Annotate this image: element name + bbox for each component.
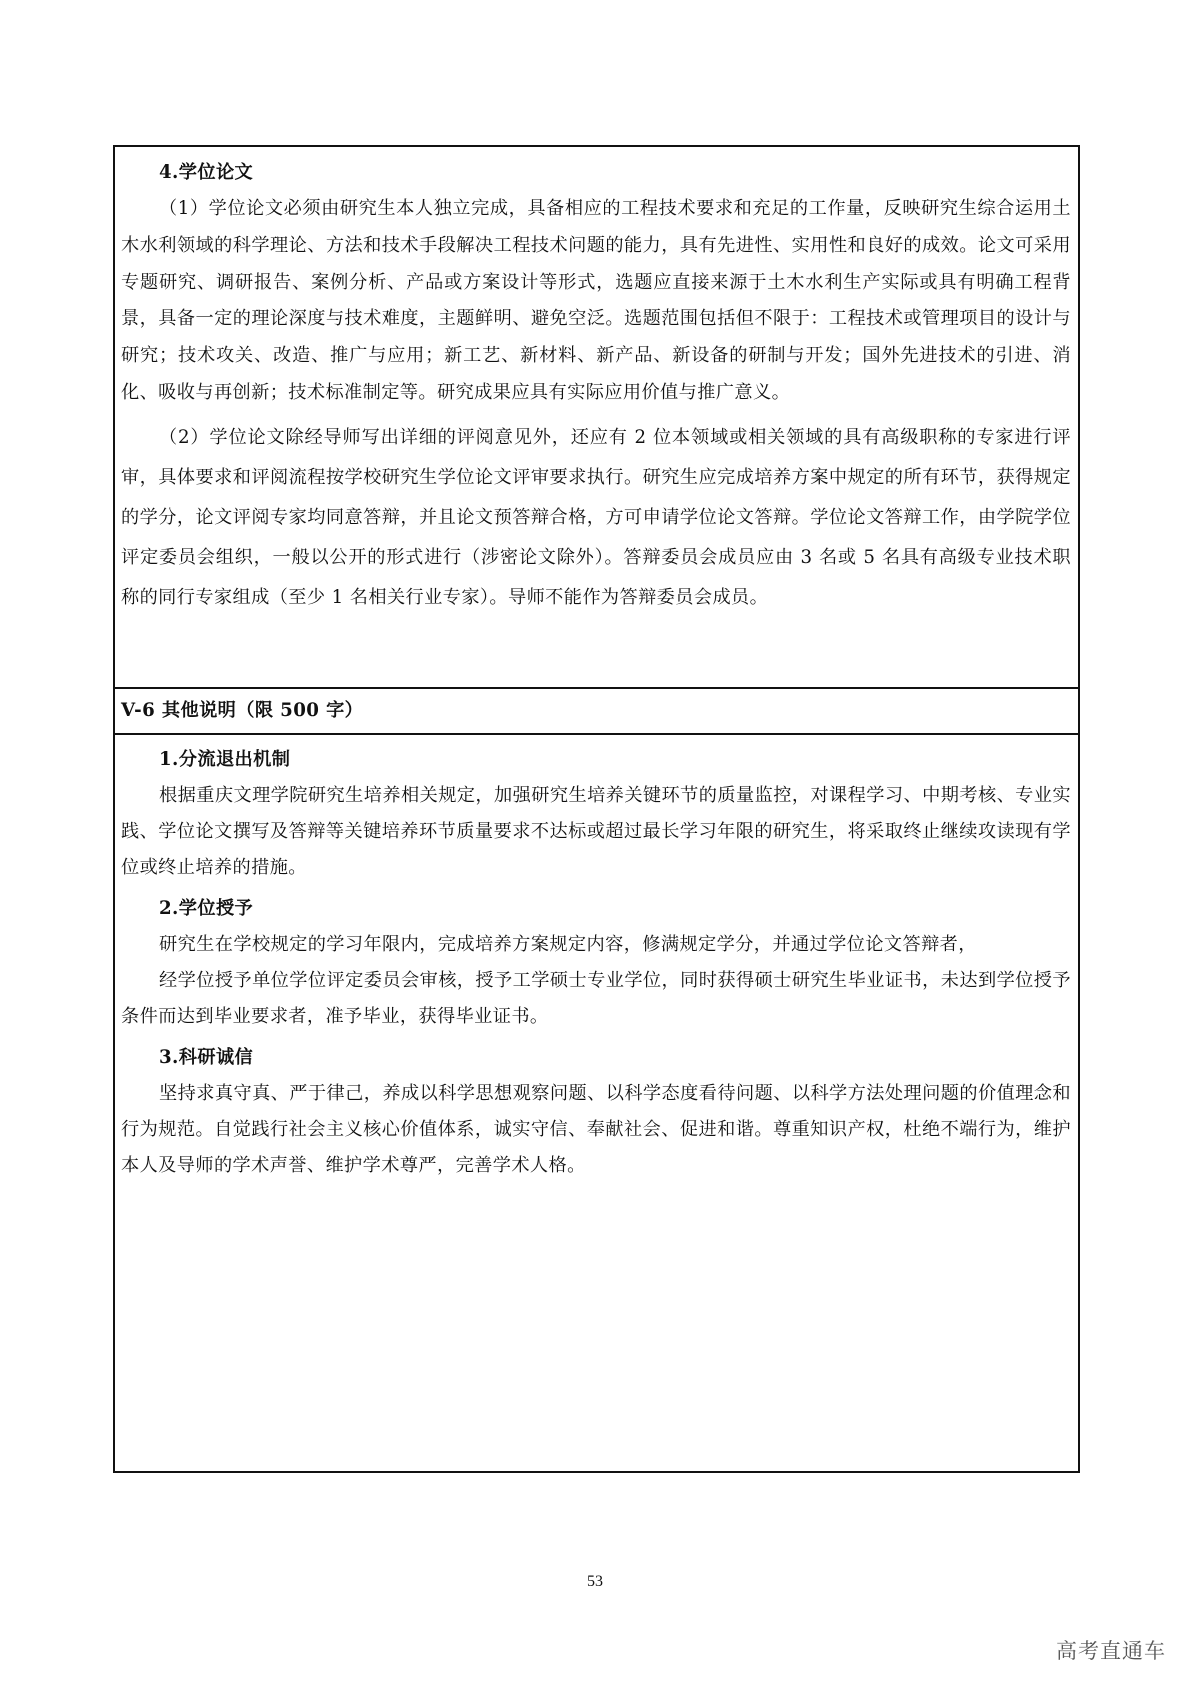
thesis-heading: 4.学位论文 bbox=[159, 162, 254, 183]
other-notes-title-row bbox=[115, 687, 1078, 735]
thesis-section bbox=[115, 147, 1078, 687]
exit-mechanism-paragraph: 根据重庆文理学院研究生培养相关规定，加强研究生培养关键环节的质量监控，对课程学习、中期考核、专业实践、学位论文撰写及答辩等关键培养环节质量要求不达标或超过最长学习年限的研究生，将采取终止继续攻读现有学位或终止培养的措施。 bbox=[121, 785, 1071, 878]
thesis-paragraph-2: （2）学位论文除经导师写出详细的评阅意见外，还应有 2 位本领域或相关领域的具有高级职称的专家进行评审，具体要求和评阅流程按学校研究生学位论文评审要求执行。研究生应完成培养方案中规定的所有环节，获得规定的学分，论文评阅专家均同意答辩，并且论文预答辩合格，方可申请学位论文答辩。学位论文答辩工作，由学院学位评定委员会组织，一般以公开的形式进行（涉密论文除外）。答辩委员会成员应由 3 名或 5 名具有高级专业技术职称的同行专家组成（至少 1 名相关行业专家）。导师不能作为答辩委员会成员。 bbox=[121, 426, 1071, 608]
page-number: 53 bbox=[587, 1573, 603, 1590]
other-notes-title: V-6 其他说明（限 500 字） bbox=[121, 700, 364, 721]
degree-award-paragraph-2: 经学位授予单位学位评定委员会审核，授予工学硕士专业学位，同时获得硕士研究生毕业证书，未达到学位授予条件而达到毕业要求者，准予毕业，获得毕业证书。 bbox=[121, 970, 1071, 1027]
watermark-text: 高考直通车 bbox=[1056, 1639, 1166, 1663]
research-integrity-paragraph: 坚持求真守真、严于律己，养成以科学思想观察问题、以科学态度看待问题、以科学方法处理问题的价值理念和行为规范。自觉践行社会主义核心价值体系，诚实守信、奉献社会、促进和谐。尊重知识产权，杜绝不端行为，维护本人及导师的学术声誉、维护学术尊严，完善学术人格。 bbox=[121, 1083, 1071, 1176]
exit-mechanism-heading: 1.分流退出机制 bbox=[159, 749, 291, 770]
degree-award-paragraph-1: 研究生在学校规定的学习年限内，完成培养方案规定内容，修满规定学分，并通过学位论文答辩者， bbox=[159, 934, 977, 955]
degree-award-heading: 2.学位授予 bbox=[159, 898, 254, 919]
thesis-paragraph-1: （1）学位论文必须由研究生本人独立完成，具备相应的工程技术要求和充足的工作量，反映研究生综合运用土木水利领域的科学理论、方法和技术手段解决工程技术问题的能力，具有先进性、实用性和良好的成效。论文可采用专题研究、调研报告、案例分析、产品或方案设计等形式，选题应直接来源于土木水利生产实际或具有明确工程背景，具备一定的理论深度与技术难度，主题鲜明、避免空泛。选题范围包括但不限于：工程技术或管理项目的设计与研究；技术攻关、改造、推广与应用；新工艺、新材料、新产品、新设备的研制与开发；国外先进技术的引进、消化、吸收与再创新；技术标准制定等。研究成果应具有实际应用价值与推广意义。 bbox=[121, 198, 1071, 403]
research-integrity-heading: 3.科研诚信 bbox=[159, 1047, 254, 1068]
other-notes-section bbox=[115, 737, 1078, 1471]
form-table bbox=[113, 145, 1080, 1473]
